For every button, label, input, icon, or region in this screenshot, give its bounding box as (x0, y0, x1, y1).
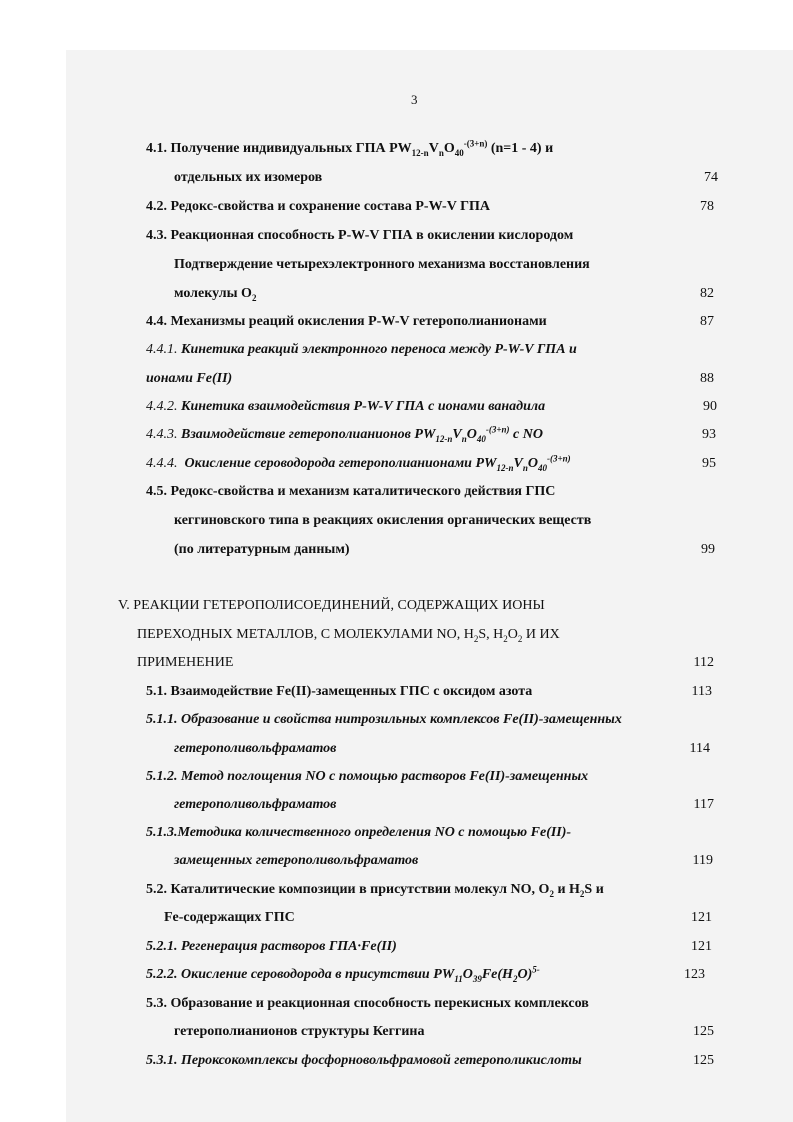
toc-page-78: 78 (700, 199, 714, 214)
toc-entry-4-2: 4.2. Редокс-свойства и сохранение состава P-W-V ГПА (146, 199, 490, 214)
toc-entry-4-3: 4.3. Реакционная способность P-W-V ГПА в окислении кислородом (146, 228, 574, 243)
toc-entry-4-4: 4.4. Механизмы реаций окисления P-W-V гетерополианионами (146, 314, 547, 329)
toc-page-114: 114 (689, 741, 710, 756)
toc-page-82: 82 (700, 286, 714, 301)
chapter-v-heading-line2: ПЕРЕХОДНЫХ МЕТАЛЛОВ, С МОЛЕКУЛАМИ NO, $H_2S$, $H_2O_2$ И ИХ (137, 627, 560, 644)
chapter-v-heading-line3: ПРИМЕНЕНИЕ (137, 655, 234, 670)
toc-entry-4-1-cont: отдельных их изомеров (174, 170, 323, 185)
toc-entry-5-2-1: 5.2.1. Регенерация растворов ГПА·Fe(II) (146, 939, 397, 954)
toc-page-121-a: 121 (691, 910, 712, 925)
toc-entry-5-3-cont: гетерополианионов структуры Кеггина (174, 1024, 425, 1039)
toc-entry-5-1-1-cont: гетерополивольфраматов (174, 741, 337, 756)
toc-entry-5-1-1: 5.1.1. Образование и свойства нитрозильных комплексов Fe(II)-замещенных (146, 712, 622, 727)
toc-entry-5-1-2-cont: гетерополивольфраматов (174, 797, 337, 812)
toc-entry-5-2: 5.2. Каталитические композиции в присутствии молекул NO, $O_2$ и $H_2S$ и (146, 882, 604, 899)
toc-entry-5-2-cont: Fe-содержащих ГПС (164, 910, 295, 925)
toc-page-90: 90 (703, 399, 717, 414)
toc-entry-4-4-1: 4.4.1. Кинетика реакций электронного переноса между P-W-V ГПА и (146, 342, 577, 357)
toc-entry-4-1: 4.1. Получение индивидуальных ГПА $PW_{12-n}V_nO_{40}^{-(3+n)}$ (n=1 - 4) и (146, 138, 554, 158)
page-number: 3 (411, 92, 418, 107)
toc-page-125-a: 125 (693, 1024, 714, 1039)
toc-page-87: 87 (700, 314, 714, 329)
toc-entry-5-3-1: 5.3.1. Пероксокомплексы фосфорновольфрамовой гетерополикислоты (146, 1053, 582, 1068)
toc-entry-5-1-3-cont: замещенных гетерополивольфраматов (174, 853, 419, 868)
toc-entry-4-4-1-cont: ионами Fe(II) (146, 371, 233, 386)
toc-entry-4-5: 4.5. Редокс-свойства и механизм каталитического действия ГПС (146, 484, 556, 499)
toc-entry-4-3-cont2: молекулы $O_2$ (174, 286, 257, 303)
toc-page-93: 93 (702, 427, 716, 442)
toc-page-119: 119 (692, 853, 713, 868)
toc-page-113: 113 (691, 684, 712, 699)
toc-page-88: 88 (700, 371, 714, 386)
toc-entry-4-3-cont1: Подтверждение четырехэлектронного механизма восстановления (174, 257, 590, 272)
toc-entry-4-4-2: 4.4.2. Кинетика взаимодействия P-W-V ГПА с ионами ванадила (146, 399, 546, 414)
toc-page-99: 99 (701, 542, 715, 557)
toc-entry-4-5-cont2: (по литературным данным) (174, 542, 350, 557)
toc-entry-5-1-3: 5.1.3.Методика количественного определения NO с помощью Fe(II)- (146, 825, 572, 840)
toc-entry-4-4-3: 4.4.3. Взаимодействие гетерополианионов $PW_{12-n}V_nO_{40}^{-(3+n)}$ с NO (146, 424, 543, 444)
toc-entry-4-5-cont1: кеггиновского типа в реакциях окисления органических веществ (174, 513, 592, 528)
toc-page-121-b: 121 (691, 939, 712, 954)
toc-entry-5-2-2: 5.2.2. Окисление сероводорода в присутствии $PW_{11}O_{39}Fe(H_2O)^{5-}$ (146, 964, 540, 984)
toc-entry-5-1: 5.1. Взаимодействие Fe(II)-замещенных ГПС с оксидом азота (146, 684, 533, 699)
toc-page-95: 95 (702, 456, 716, 471)
toc-entry-5-1-2: 5.1.2. Метод поглощения NO с помощью растворов Fe(II)-замещенных (146, 769, 589, 784)
toc-page-74: 74 (704, 170, 718, 185)
toc-entry-5-3: 5.3. Образование и реакционная способность перекисных комплексов (146, 996, 589, 1011)
chapter-v-heading-line1: V. РЕАКЦИИ ГЕТЕРОПОЛИСОЕДИНЕНИЙ, СОДЕРЖАЩИХ ИОНЫ (118, 598, 545, 613)
toc-entry-4-4-4: 4.4.4. Окисление сероводорода гетерополианионами $PW_{12-n}V_nO_{40}^{-(3+n)}$ (146, 453, 571, 473)
toc-page-123: 123 (684, 967, 705, 982)
toc-page-125-b: 125 (693, 1053, 714, 1068)
toc-page-117: 117 (693, 797, 714, 812)
toc-page-112: 112 (693, 655, 714, 670)
